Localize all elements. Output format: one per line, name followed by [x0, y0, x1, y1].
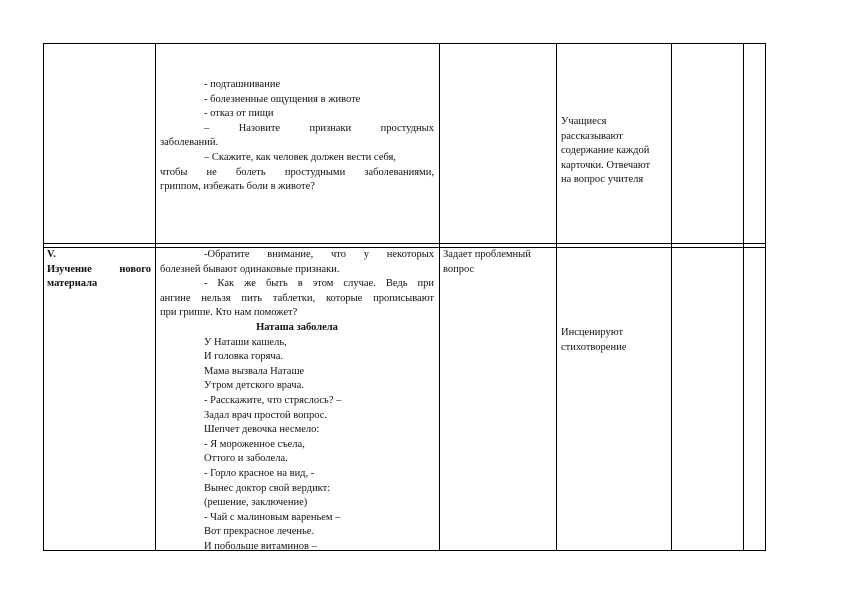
- poem-line: Задал врач простой вопрос.: [204, 409, 328, 421]
- row1-content-cell: [160, 78, 434, 195]
- poem-line: - Расскажите, что стряслось? –: [204, 394, 342, 406]
- students-line: содержание каждой: [561, 145, 650, 157]
- table-divider-col2: [439, 43, 440, 551]
- table-border-right: [765, 43, 766, 551]
- students-line: Учащиеся: [561, 116, 607, 127]
- table-border-left: [43, 43, 44, 551]
- poem-title: Наташа заболела: [256, 321, 338, 333]
- stage-title: материала: [47, 278, 98, 290]
- teacher-text-line: при гриппе. Кто нам поможет?: [160, 307, 298, 319]
- poem-line: (решение, заключение): [204, 497, 308, 509]
- poem-line: И побольше витаминов –: [204, 540, 317, 552]
- stage-cell: [47, 248, 151, 292]
- poem-line: - Я мороженное съела,: [204, 438, 305, 450]
- poem-line: Вот прекрасное леченье.: [204, 526, 315, 538]
- stage-title: Изучение нового: [47, 263, 151, 275]
- table-divider-col3: [556, 43, 557, 551]
- row1-students-cell: [561, 115, 669, 188]
- teacher-activity-line: Задает проблемный: [443, 249, 531, 260]
- list-item: - подташнивание: [204, 79, 281, 90]
- list-item: - отказ от пищи: [204, 108, 274, 120]
- teacher-activity-cell: [443, 248, 553, 277]
- question-line: – Назовите признаки простудных: [204, 122, 434, 134]
- table-divider-col1: [155, 43, 156, 551]
- table-divider-col5: [743, 43, 744, 551]
- students-line: Инсценируют: [561, 327, 624, 338]
- poem-line: Оттого и заболела.: [204, 453, 288, 465]
- list-item: - болезненные ощущения в животе: [204, 93, 361, 105]
- row2-content-cell: [160, 248, 434, 554]
- question-line: – Скажите, как человек должен вести себя,: [204, 151, 396, 163]
- question-line: чтобы не болеть простудными заболеваниями,: [160, 166, 434, 178]
- poem-line: Шепчет девочка несмело:: [204, 424, 320, 436]
- poem-line: - Чай с малиновым вареньем –: [204, 511, 341, 523]
- stage-number: V.: [47, 249, 56, 260]
- teacher-text-line: болезней бывают одинаковые признаки.: [160, 263, 340, 275]
- students-line: стихотворение: [561, 341, 627, 353]
- teacher-text-line: - Как же быть в этом случае. Ведь при: [204, 278, 434, 290]
- teacher-text-line: ангине нельзя пить таблетки, которые прописывают: [160, 292, 434, 304]
- table-divider-col4: [671, 43, 672, 551]
- poem-line: И головка горяча.: [204, 351, 283, 363]
- students-line: карточки. Отвечают: [561, 159, 651, 171]
- poem-line: Вынес доктор свой вердикт:: [204, 482, 331, 494]
- row2-students-cell: [561, 326, 669, 355]
- table-border-top: [43, 43, 766, 44]
- question-line: гриппом, избежать боли в животе?: [160, 181, 315, 193]
- students-line: на вопрос учителя: [561, 174, 644, 186]
- poem-line: - Горло красное на вид, -: [204, 467, 315, 479]
- teacher-text-line: -Обратите внимание, что у некоторых: [204, 249, 434, 260]
- students-line: рассказывают: [561, 130, 623, 142]
- question-line: заболеваний.: [160, 137, 219, 149]
- poem-line: У Наташи кашель,: [204, 336, 287, 348]
- table-row-divider: [43, 243, 766, 244]
- teacher-activity-line: вопрос: [443, 263, 475, 275]
- poem-line: Мама вызвала Наташе: [204, 365, 305, 377]
- poem-line: Утром детского врача.: [204, 380, 304, 392]
